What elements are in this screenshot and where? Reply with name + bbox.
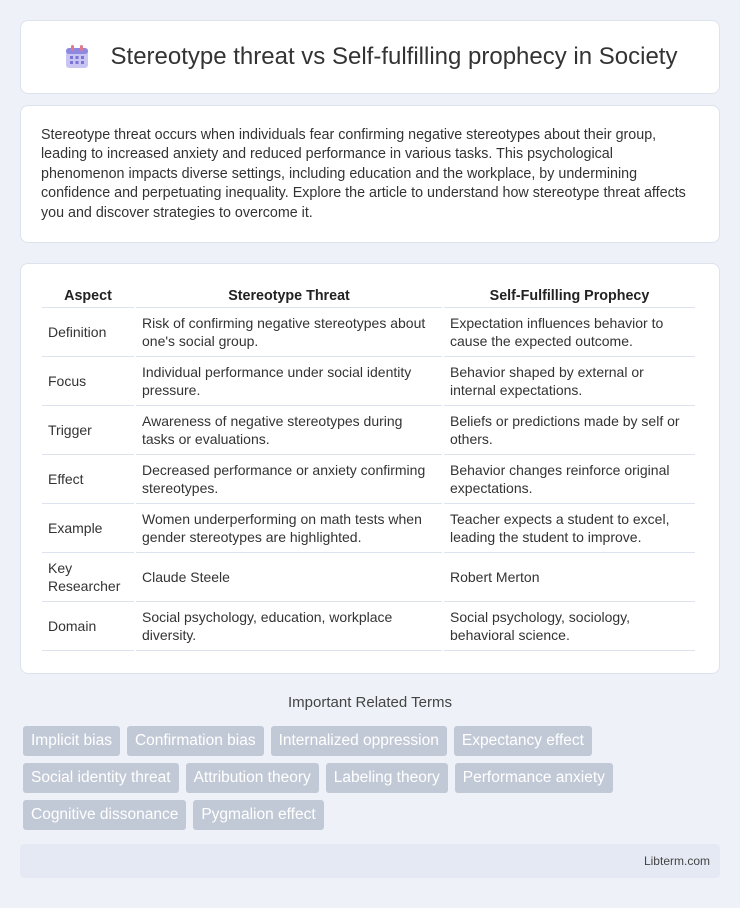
- row-stereotype-threat: Claude Steele: [136, 553, 442, 602]
- table-row: [42, 455, 695, 504]
- row-aspect: Trigger: [42, 406, 134, 455]
- comparison-table: [40, 284, 697, 651]
- table-row: [42, 308, 695, 357]
- row-aspect: Example: [42, 504, 134, 553]
- row-self-fulfilling-prophecy: Behavior changes reinforce original expectations.: [444, 455, 695, 504]
- intro-text: Stereotype threat occurs when individuals fear confirming negative stereotypes about their group, leading to increased anxiety and reduced performance in various tasks. This psychological phenomenon impacts diverse settings, including education and the workplace, by undermining confidence and perpetuating inequality. Explore the article to understand how stereotype threat affects you and discover strategies to overcome it.: [41, 127, 686, 221]
- header-self-fulfilling-prophecy: Self-Fulfilling Prophecy: [444, 284, 695, 308]
- row-stereotype-threat: Awareness of negative stereotypes during tasks or evaluations.: [136, 406, 442, 455]
- related-term-tag[interactable]: Performance anxiety: [455, 763, 613, 793]
- comparison-table-card: [20, 263, 720, 674]
- related-term-tag[interactable]: Confirmation bias: [127, 726, 264, 756]
- row-aspect: Domain: [42, 602, 134, 651]
- row-stereotype-threat: Individual performance under social identity pressure.: [136, 357, 442, 406]
- table-row: [42, 602, 695, 651]
- table-row: [42, 406, 695, 455]
- row-self-fulfilling-prophecy: Social psychology, sociology, behavioral science.: [444, 602, 695, 651]
- header-stereotype-threat: Stereotype Threat: [136, 284, 442, 308]
- row-self-fulfilling-prophecy: Expectation influences behavior to cause the expected outcome.: [444, 308, 695, 357]
- related-term-tag[interactable]: Pygmalion effect: [193, 800, 323, 830]
- row-stereotype-threat: Social psychology, education, workplace diversity.: [136, 602, 442, 651]
- calendar-grid-icon: [63, 43, 91, 71]
- related-term-tag[interactable]: Attribution theory: [186, 763, 319, 793]
- intro-card: [20, 105, 720, 243]
- row-stereotype-threat: Risk of confirming negative stereotypes about one's social group.: [136, 308, 442, 357]
- related-term-tag[interactable]: Implicit bias: [23, 726, 120, 756]
- row-stereotype-threat: Women underperforming on math tests when gender stereotypes are highlighted.: [136, 504, 442, 553]
- table-row: [42, 357, 695, 406]
- related-term-tag[interactable]: Labeling theory: [326, 763, 448, 793]
- related-terms-list: [23, 726, 703, 830]
- header-aspect: Aspect: [42, 284, 134, 308]
- row-aspect: Key Researcher: [42, 553, 134, 602]
- table-row: [42, 504, 695, 553]
- related-term-tag[interactable]: Cognitive dissonance: [23, 800, 186, 830]
- row-aspect: Focus: [42, 357, 134, 406]
- row-aspect: Effect: [42, 455, 134, 504]
- table-header-row: [42, 284, 695, 308]
- row-self-fulfilling-prophecy: Teacher expects a student to excel, leading the student to improve.: [444, 504, 695, 553]
- related-term-tag[interactable]: Social identity threat: [23, 763, 179, 793]
- row-stereotype-threat: Decreased performance or anxiety confirming stereotypes.: [136, 455, 442, 504]
- row-aspect: Definition: [42, 308, 134, 357]
- row-self-fulfilling-prophecy: Robert Merton: [444, 553, 695, 602]
- title-card: [20, 20, 720, 94]
- row-self-fulfilling-prophecy: Beliefs or predictions made by self or others.: [444, 406, 695, 455]
- footer-site-link[interactable]: Libterm.com: [643, 854, 710, 868]
- table-row: [42, 553, 695, 602]
- related-terms-title: Important Related Terms: [288, 694, 452, 711]
- page-title: Stereotype threat vs Self-fulfilling prophecy in Society: [110, 43, 678, 70]
- row-self-fulfilling-prophecy: Behavior shaped by external or internal expectations.: [444, 357, 695, 406]
- related-term-tag[interactable]: Internalized oppression: [271, 726, 447, 756]
- footer: [20, 844, 720, 878]
- related-term-tag[interactable]: Expectancy effect: [454, 726, 592, 756]
